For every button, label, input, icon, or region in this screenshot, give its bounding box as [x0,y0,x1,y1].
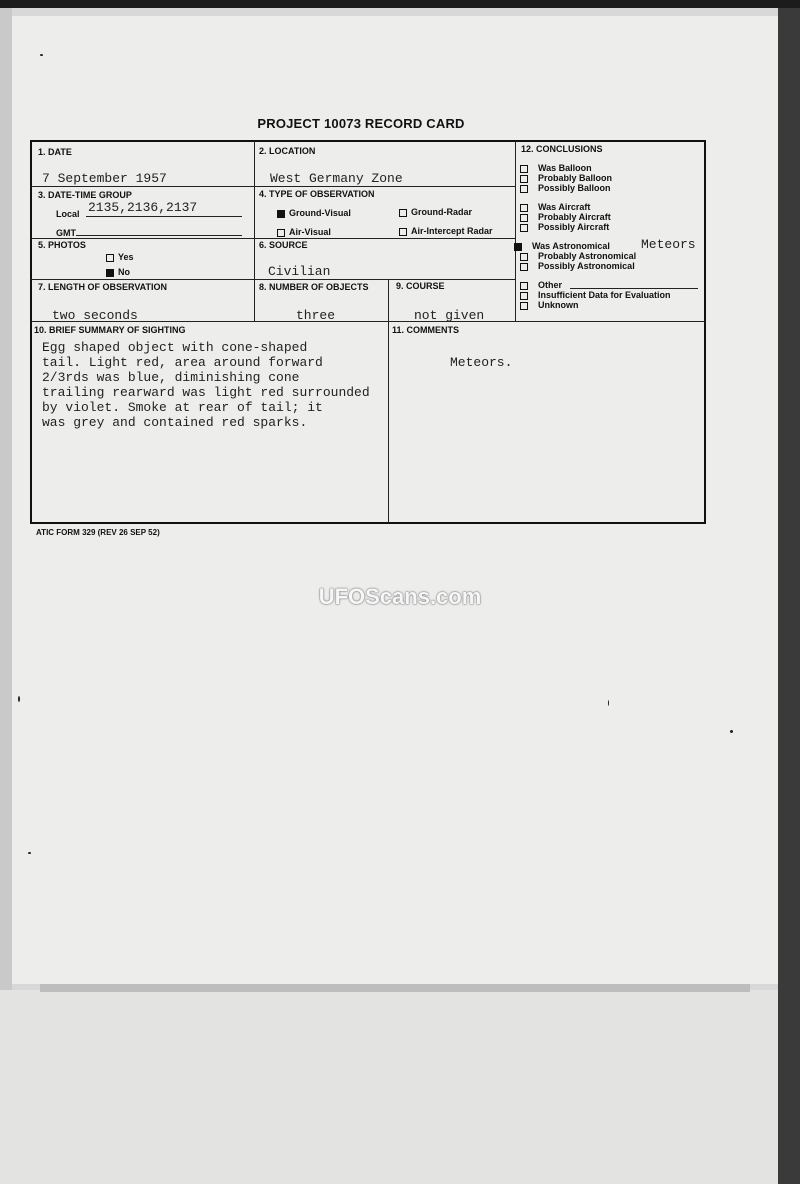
conclusion-possibly-aircraft: Possibly Aircraft [520,222,609,232]
dtg-local-value: 2135,2136,2137 [88,200,198,215]
photos-no: No [106,267,130,277]
summary-line-3: 2/3rds was blue, diminishing cone [42,370,300,385]
photos-label: 5. PHOTOS [38,240,86,250]
checked-box-icon [514,243,522,251]
scan-speck [28,852,31,854]
location-label: 2. LOCATION [259,146,316,156]
type-ground-visual: Ground-Visual [277,208,351,218]
checkbox-icon [520,224,528,232]
dtg-local-line [86,216,242,217]
conclusion-was-astronomical: Was Astronomical [514,241,610,251]
checkbox-icon [399,228,407,236]
checkbox-icon [277,229,285,237]
date-label: 1. DATE [38,147,72,157]
checkbox-icon [520,253,528,261]
checkbox-icon [520,165,528,173]
course-label: 9. COURSE [396,281,445,291]
summary-line-4: trailing rearward was light red surrounded [42,385,370,400]
source-label: 6. SOURCE [259,240,308,250]
summary-line-6: was grey and contained red sparks. [42,415,308,430]
type-air-visual: Air-Visual [277,227,331,237]
type-ground-radar: Ground-Radar [399,207,472,217]
scan-speck [730,730,733,733]
checkbox-icon [520,292,528,300]
length-value: two seconds [52,308,138,323]
astronomical-note: Meteors [641,237,696,252]
scan-speck [40,54,43,56]
form-id: ATIC FORM 329 (REV 26 SEP 52) [36,528,160,537]
divider-v2 [388,280,389,523]
checkbox-icon [520,263,528,271]
photos-yes: Yes [106,252,134,262]
summary-label: 10. BRIEF SUMMARY OF SIGHTING [34,325,186,335]
scan-left-edge [0,8,12,1008]
type-label: 4. TYPE OF OBSERVATION [259,189,375,199]
divider-v1 [254,141,255,321]
conclusion-insufficient-data: Insufficient Data for Evaluation [520,290,671,300]
conclusion-was-balloon: Was Balloon [520,163,592,173]
length-label: 7. LENGTH OF OBSERVATION [38,282,168,292]
course-value: not given [414,308,485,323]
checked-box-icon [277,210,285,218]
conclusion-probably-balloon: Probably Balloon [520,173,612,183]
comments-value: Meteors. [450,355,513,370]
objects-value: three [296,308,336,323]
conclusion-probably-astronomical: Probably Astronomical [520,251,636,261]
dtg-gmt-line [76,235,242,236]
conclusion-probably-aircraft: Probably Aircraft [520,212,611,222]
conclusion-other: Other [520,280,562,290]
objects-label: 8. NUMBER OF OBJECTS [259,282,369,292]
checkbox-icon [520,185,528,193]
checkbox-icon [520,204,528,212]
watermark: UFOScans.com [318,584,482,609]
other-line [570,288,698,289]
type-air-intercept: Air-Intercept Radar [399,226,493,236]
summary-line-2: tail. Light red, area around forward [42,355,323,370]
scan-speck [608,700,609,706]
checked-box-icon [106,269,114,277]
checkbox-icon [520,214,528,222]
checkbox-icon [399,209,407,217]
scan-lower-area [0,990,778,1184]
checkbox-icon [520,282,528,290]
divider-h2 [31,238,515,239]
divider-h1 [31,186,515,187]
sheet-shadow [40,984,750,992]
checkbox-icon [106,254,114,262]
checkbox-icon [520,175,528,183]
comments-label: 11. COMMENTS [392,325,460,335]
scan-speck [18,696,20,702]
dtg-label: 3. DATE-TIME GROUP [38,190,132,200]
dtg-local-label: Local [56,209,80,219]
date-value: 7 September 1957 [42,171,167,186]
conclusions-label: 12. CONCLUSIONS [521,144,603,154]
conclusion-possibly-astronomical: Possibly Astronomical [520,261,635,271]
checkbox-icon [520,302,528,310]
conclusion-unknown: Unknown [520,300,579,310]
scan-top-border [0,0,800,8]
summary-line-1: Egg shaped object with cone-shaped [42,340,308,355]
divider-h3 [31,279,515,280]
divider-v3 [515,141,516,321]
conclusion-was-aircraft: Was Aircraft [520,202,590,212]
summary-line-5: by violet. Smoke at rear of tail; it [42,400,323,415]
source-value: Civilian [268,264,331,279]
card-title: PROJECT 10073 RECORD CARD [257,116,465,131]
dtg-gmt-label: GMT [56,228,76,238]
conclusion-possibly-balloon: Possibly Balloon [520,183,611,193]
location-value: West Germany Zone [270,171,403,186]
